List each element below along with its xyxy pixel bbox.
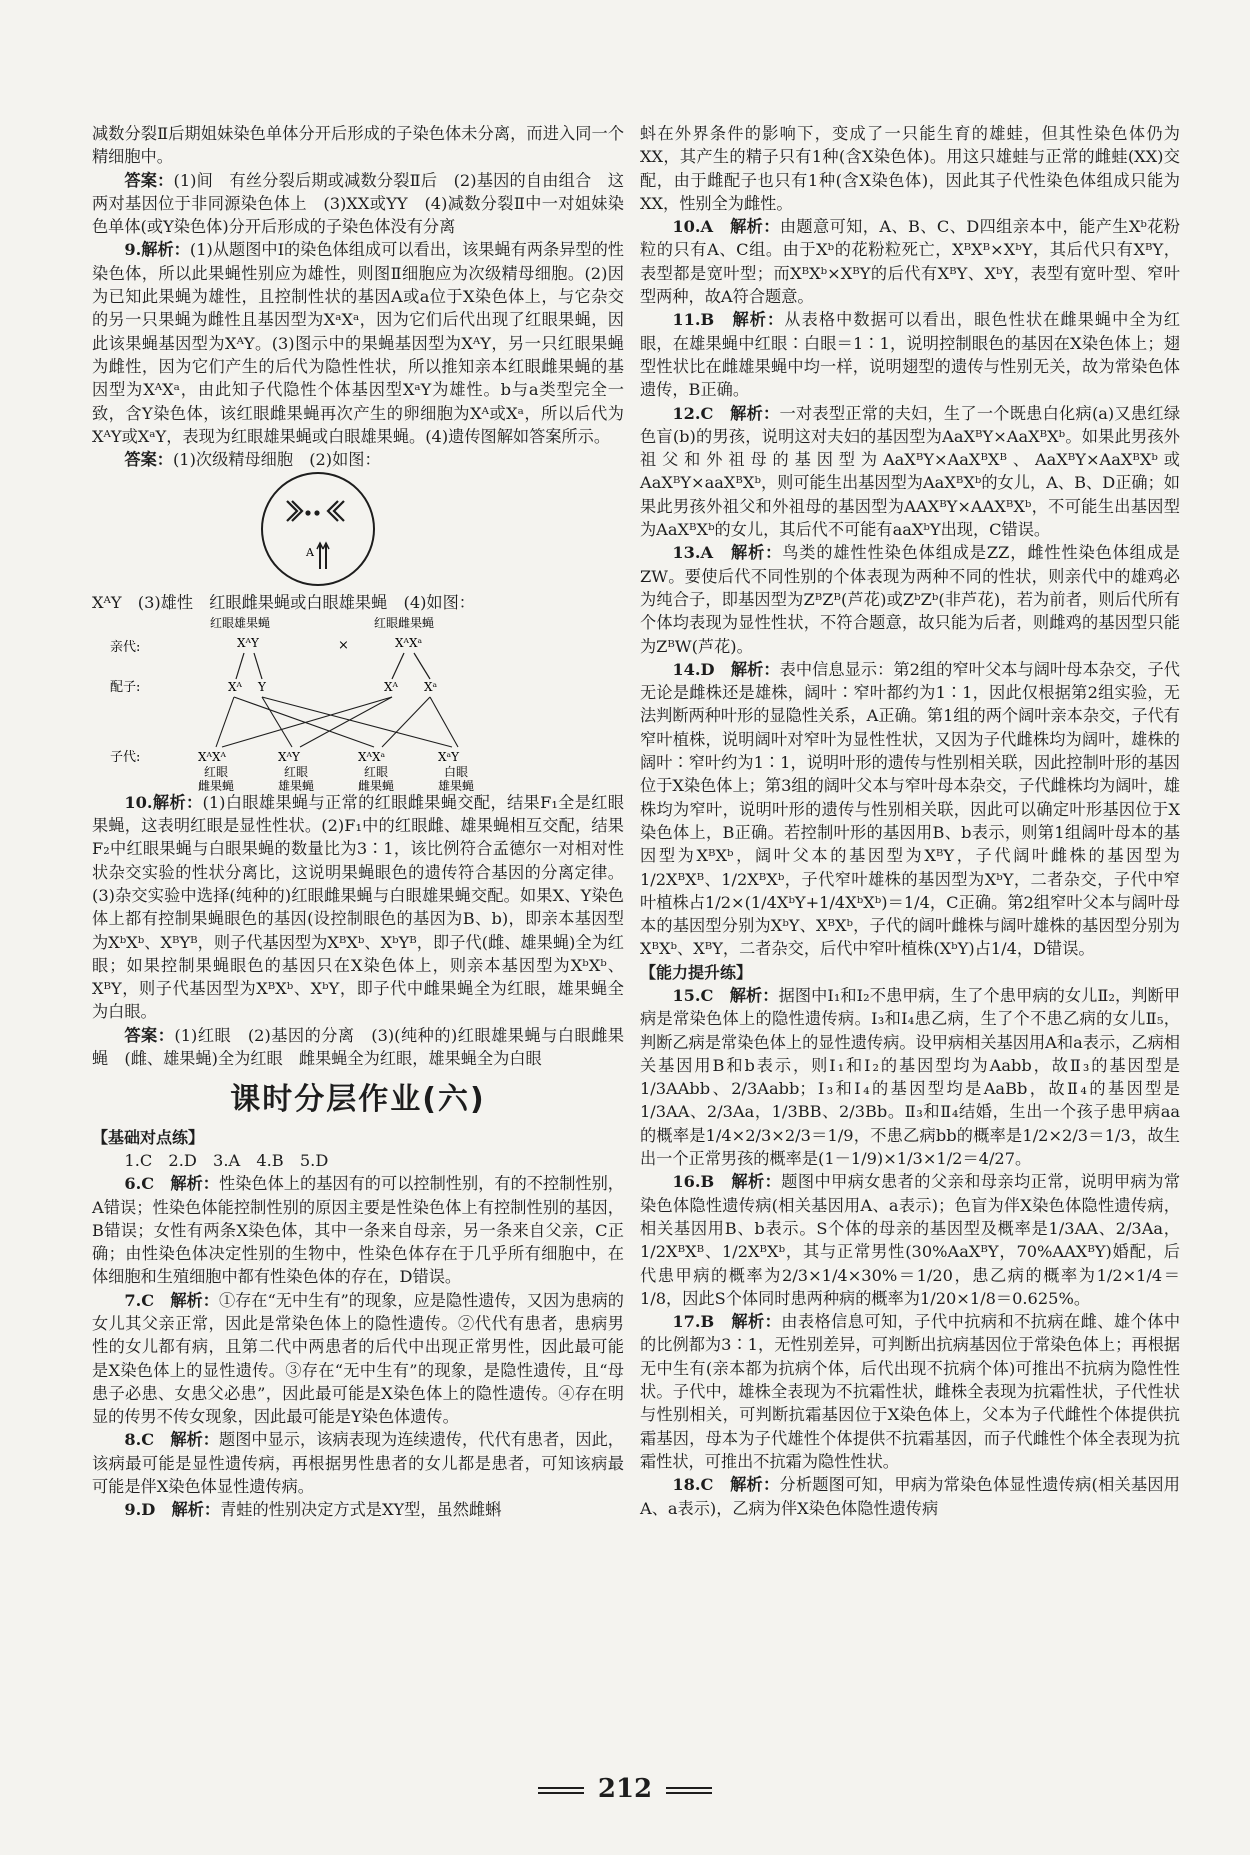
paragraph-q9: 9.解析：(1)从题图中Ⅰ的染色体组成可以看出，该果蝇有两条异型的性染色体，所以此果蝇性别应为雄性，则图Ⅱ细胞应为次级精母细胞。(2)因为已知此果蝇为雄性，且控制性状的基因A或a位于X染色体上，与它杂交的另一只果蝇为雌性且基因型为XᵃXᵃ，因为它们后代出现了红眼果蝇，因此该果蝇基因型为XᴬY。(3)图示中的果蝇基因型为XᴬY，另一只红眼果蝇为雌性，因为它们产生的后代为隐性性状，所以推知亲本红眼雌果蝇的基因型为XᴬXᵃ，由此知子代隐性个体基因型XᵃY为雄性。b与a类型完全一致，含Y染色体，该红眼雌果蝇再次产生的卵细胞为Xᴬ或Xᵃ，所以后代为XᴬY或XᵃY，表现为红眼雄果蝇或白眼雄果蝇。(4)遗传图解如答案所示。	[92, 240, 624, 446]
paragraph-r10: 10.A 解析：由题意可知，A、B、C、D四组亲本中，能产生Xᵇ花粉粒的只有A、C组。由于Xᵇ的花粉粒死亡，XᴮXᴮ×XᵇY，其后代只有XᴮY，表型都是宽叶型；而XᴮXᵇ×XᴮY的后代有XᴮY、XᵇY，表型有宽叶型、窄叶型两种，故A符合题意。	[640, 217, 1180, 307]
gamete-2: Y	[258, 679, 266, 694]
paragraph-r18: 18.C 解析：分析题图可知，甲病为常染色体显性遗传病(相关基因用A、a表示)，乙病为伴X染色体隐性遗传病	[640, 1475, 1180, 1518]
offspring-phenotype-2a: 红眼	[284, 764, 309, 779]
box-basic-heading: 【基础对点练】	[92, 1127, 205, 1147]
paragraph-r12: 12.C 解析：一对表型正常的夫妇，生了一个既患白化病(a)又患红绿色盲(b)的男孩，说明这对夫妇的基因型为AaXᴮY×AaXᴮXᵇ。如果此男孩外祖父和外祖母的基因型为AaXᴮY×AaXᴮXᴮ、AaXᴮY×AaXᴮXᵇ或AaXᴮY×aaXᴮXᵇ，则可能生出基因型为AaXᴮXᵇ的女儿，A、B、D正确；如果此男孩外祖父和外祖母的基因型为AAXᴮY×AAXᴮXᵇ，不可能生出基因型为AaXᴮXᵇ的女儿，其后代不可能有aaXᵇY出现，C错误。	[640, 403, 1181, 540]
row-offspring-label: 子代:	[110, 749, 141, 765]
box-advance-heading: 【能力提升练】	[640, 962, 753, 982]
paragraph-r11: 11.B 解析：从表格中数据可以看出，眼色性状在雌果蝇中全为红眼，在雄果蝇中红眼∶白眼＝1∶1，说明控制眼色的基因在X染色体上；翅型性状比在雌雄果蝇中均一样，说明翅型的遗传与性别无关，故为常染色体遗传，B正确。	[640, 310, 1181, 400]
right-column	[640, 122, 1180, 1520]
parent-left-genotype: XᴬY	[237, 635, 259, 650]
gamete-1: Xᴬ	[228, 679, 242, 694]
paragraph-q9-answer-3: XᴬY (3)雄性 红眼雌果蝇或白眼雄果蝇 (4)如图：	[92, 593, 475, 613]
paragraph-r14: 14.D 解析：表中信息显示：第2组的窄叶父本与阔叶母本杂交，子代无论是雌株还是雄株，阔叶∶窄叶都约为1∶1，因此仅根据第2组实验，无法判断两种叶形的显隐性关系，A正确。第1组的两个阔叶亲本杂交，子代有窄叶植株，说明阔叶对窄叶为显性性状，又因为子代雌株均为阔叶，雄株的阔叶∶窄叶约为1∶1，说明叶形的遗传与性别相关联，因此控制叶形的基因位于X染色体上；第3组的阔叶父本与窄叶母本杂交，子代雌株均为阔叶，雄株均为窄叶，说明叶形的遗传与性别相关联，因此可以确定叶形基因位于X染色体上，B正确。若控制叶形的基因用B、b表示，则第1组阔叶母本的基因型为XᴮXᵇ，阔叶父本的基因型为XᴮY，子代阔叶雌株的基因型为1/2XᴮXᴮ、1/2XᴮXᵇ，子代窄叶雄株的基因型为XᵇY，二者杂交，子代中窄叶植株占1/2×(1/4XᵇY+1/4XᵇXᵇ)＝1/4，C正确。第2组窄叶父本与阔叶母本的基因型分别为XᵇY、XᴮXᵇ，子代的阔叶雌株与阔叶雄株的基因型分别为XᴮXᵇ、XᴮY，二者杂交，后代中窄叶植株(XᵇY)占1/4，D错误。	[640, 659, 1180, 959]
row-parent-label: 亲代:	[110, 639, 141, 655]
paragraph-continued: 蚪在外界条件的影响下，变成了一只能生育的雄蛙，但其性染色体仍为XX，其产生的精子只有1种(含X染色体)。用这只雄蛙与正常的雌蛙(XX)交配，由于雌配子也只有1种(含X染色体)，因此其子代性染色体组成只能为XX，性别全为雌性。	[640, 124, 1180, 213]
offspring-genotype-2: XᴬY	[278, 749, 300, 764]
paragraph-r16: 16.B 解析：题图中甲病女患者的父亲和母亲均正常，说明甲病为常染色体隐性遗传病(相关基因用A、a表示)；色盲为伴X染色体隐性遗传病，相关基因用B、b表示。S个体的母亲的基因型及概率是1/3AA、2/3Aa，1/2XᴮXᴮ、1/2XᴮXᵇ，其与正常男性(30%AaXᴮY，70%AAXᴮY)婚配，后代患甲病的概率为2/3×1/4×30%＝1/20，患乙病的概率为1/2×1/4＝1/8，因此S个体同时患两种病的概率为1/20×1/8＝0.625%。	[640, 1172, 1181, 1308]
offspring-phenotype-1b: 雌果蝇	[198, 778, 235, 791]
paragraph-q8: 8.C 解析：题图中显示，该病表现为连续遗传，代代有患者，因此，该病最可能是显性遗传病，再根据男性患者的女儿都是患者，可知该病最可能是伴X染色体显性遗传病。	[92, 1430, 624, 1497]
answer-label: 答案：	[124, 170, 174, 190]
parent-left-phenotype: 红眼雄果蝇	[210, 615, 271, 630]
paragraph-q9-answer: 答案：(1)次级精母细胞 (2)如图：	[124, 450, 381, 470]
paragraph-r15: 15.C 解析：据图中Ⅰ₁和Ⅰ₂不患甲病，生了个患甲病的女儿Ⅱ₂，判断甲病是常染色体上的隐性遗传病。Ⅰ₃和Ⅰ₄患乙病，生了个不患乙病的女儿Ⅱ₅，判断乙病是常染色体上的显性遗传病。设甲病相关基因用A和a表示，乙病相关基因用B和b表示，则Ⅰ₁和Ⅰ₂的基因型均为Aabb，故Ⅱ₃的基因型是1/3AAbb、2/3Aabb；Ⅰ₃和Ⅰ₄的基因型均是AaBb，故Ⅱ₄的基因型是1/3AA、2/3Aa，1/3BB、2/3Bb。Ⅱ₃和Ⅱ₄结婚，生出一个孩子患甲病aa的概率是1/4×2/3×2/3＝1/9，不患乙病bb的概率是1/2×2/3＝1/3，故生出一个正常男孩的概率是(1－1/9)×1/3×1/2＝4/27。	[640, 985, 1181, 1169]
cross-sign: ×	[338, 637, 349, 653]
section-title: 课时分层作业(六)	[230, 1082, 486, 1118]
paragraph-q9d: 9.D 解析：青蛙的性别决定方式是XY型，虽然雌蝌	[124, 1500, 502, 1520]
paragraph-q7: 7.C 解析：①存在“无中生有”的现象，应是隐性遗传，又因为患病的女儿其父亲正常，因此是常染色体上的隐性遗传。②代代有患者，患病男性的女儿都有病，且第二代中两患者的后代中出现正常男性，因此最可能是X染色体上的显性遗传。③存在“无中生有”的现象，是隐性遗传，且“母患子必患、女患父必患”，因此最可能是X染色体上的隐性遗传。④存在明显的传男不传女现象，因此最可能是Y染色体遗传。	[92, 1290, 624, 1427]
parent-right-genotype: XᴬXᵃ	[395, 635, 423, 650]
offspring-phenotype-4a: 白眼	[444, 764, 469, 779]
cell-diagram	[92, 471, 624, 591]
genetic-cross-diagram	[92, 615, 624, 791]
cell-gene-label: A	[306, 546, 314, 560]
paragraph-r13: 13.A 解析：鸟类的雄性性染色体组成是ZZ，雌性性染色体组成是ZW。要使后代不同性别的个体表现为两种不同的性状，则亲代中的雄鸡必为纯合子，即基因型为ZᴮZᴮ(芦花)或ZᵇZᵇ(非芦花)，若为前者，则后代所有个体均表现为显性性状，不符合题意，故只能为后者，则雌鸡的基因型只能为ZᴮW(芦花)。	[640, 543, 1180, 656]
offspring-genotype-4: XᵃY	[438, 749, 460, 764]
left-column	[92, 122, 624, 1522]
offspring-phenotype-3b: 雌果蝇	[358, 778, 395, 791]
page-number-rule-right	[666, 1787, 712, 1794]
paragraph-r17: 17.B 解析：由表格信息可知，子代中抗病和不抗病在雌、雄个体中的比例都为3∶1，无性别差异，可判断出抗病基因位于常染色体上；再根据无中生有(亲本都为抗病个体，后代出现不抗病个体)可推出不抗病为隐性性状。子代中，雄株全表现为不抗霜性状，雌株全表现为抗霜性状，子代性状与性别相关，可判断抗霜基因位于X染色体上，父本为子代雌性个体提供抗霜基因，母本为子代雄性个体提供不抗霜基因，而子代雌性个体全表现为抗霜性状，可推出不抗霜为隐性性状。	[640, 1312, 1181, 1471]
parent-right-phenotype: 红眼雌果蝇	[374, 615, 435, 630]
offspring-phenotype-4b: 雄果蝇	[438, 778, 475, 791]
offspring-genotype-3: XᴬXᵃ	[358, 749, 386, 764]
answers-1-5: 1.C 2.D 3.A 4.B 5.D	[124, 1150, 329, 1170]
paragraph-q6: 6.C 解析：性染色体上的基因有的可以控制性别，有的不控制性别，A错误；性染色体能控制性别的原因主要是性染色体上有控制性别的基因，B错误；女性有两条X染色体，其中一条来自母亲，另一条来自父亲，C正确；由性染色体决定性别的生物中，性染色体存在于几乎所有细胞中，在体细胞和生殖细胞中都有性染色体的存在，D错误。	[92, 1174, 624, 1287]
paragraph-intro: 减数分裂Ⅱ后期姐妹染色单体分开后形成的子染色体未分离，而进入同一个精细胞中。	[92, 124, 624, 167]
row-gamete-label: 配子:	[110, 679, 141, 695]
page-number: 212	[0, 1774, 1250, 1804]
gamete-4: Xᵃ	[424, 679, 438, 694]
paragraph-answer-8: 答案：(1)间 有丝分裂后期或减数分裂Ⅱ后 (2)基因的自由组合 这两对基因位于非同源染色体上 (3)XX或YY (4)减数分裂Ⅱ中一对姐妹染色单体(或Y染色体)分开后形成的子染色体没有分离	[92, 170, 624, 237]
paragraph-q10-answer: 答案：(1)红眼 (2)基因的分离 (3)(纯种的)红眼雄果蝇与白眼雌果蝇 (雌、雄果蝇)全为红眼 雌果蝇全为红眼，雄果蝇全为白眼	[92, 1025, 625, 1069]
gamete-3: Xᴬ	[384, 679, 398, 694]
paragraph-q10: 10.解析：(1)白眼雄果蝇与正常的红眼雌果蝇交配，结果F₁全是红眼果蝇，这表明红眼是显性性状。(2)F₁中的红眼雌、雄果蝇相互交配，结果F₂中红眼果蝇与白眼果蝇的数量比为3∶1，该比例符合孟德尔一对相对性状杂交实验的性状分离比，这说明果蝇眼色的遗传符合基因的分离定律。(3)杂交实验中选择(纯种的)红眼雌果蝇与白眼雄果蝇交配。如果X、Y染色体上都有控制果蝇眼色的基因(设控制眼色的基因为B、b)，即亲本基因型为XᵇXᵇ、XᴮYᴮ，则子代基因型为XᴮXᵇ、XᵇYᴮ，即子代(雌、雄果蝇)全为红眼；如果控制果蝇眼色的基因只在X染色体上，则亲本基因型为XᵇXᵇ、XᴮY，则子代基因型为XᴮXᵇ、XᵇY，即子代中雌果蝇全为红眼，雄果蝇全为白眼。	[92, 792, 624, 1022]
page-number-rule-left	[538, 1787, 584, 1794]
offspring-genotype-1: XᴬXᴬ	[198, 749, 226, 764]
offspring-phenotype-1a: 红眼	[204, 764, 229, 779]
offspring-phenotype-2b: 雄果蝇	[278, 778, 315, 791]
offspring-phenotype-3a: 红眼	[364, 764, 389, 779]
